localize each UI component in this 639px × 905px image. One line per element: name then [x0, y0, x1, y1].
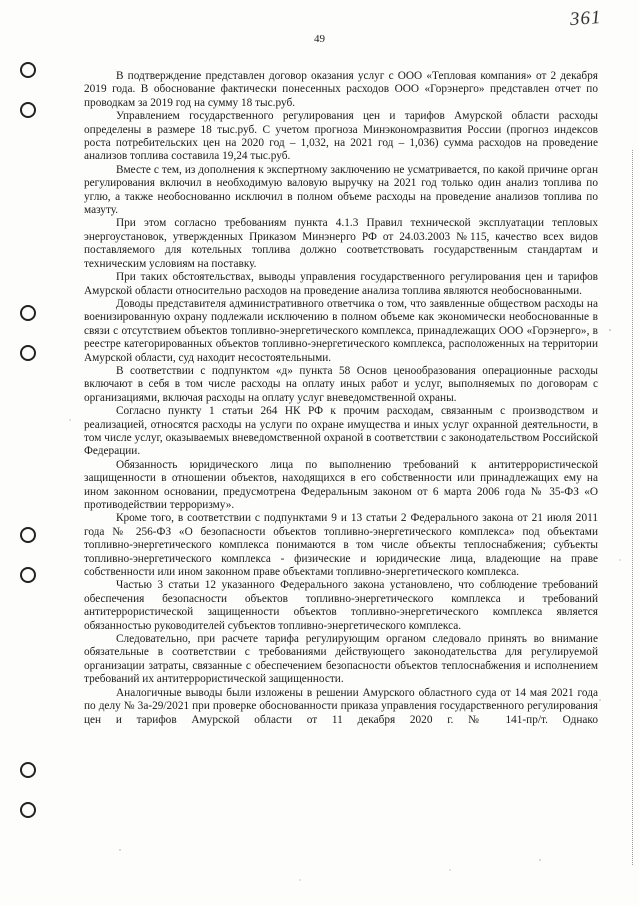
paragraph: В соответствии с подпунктом «д» пункта 58 Основ ценообразования операционные расходы включают в себя в том числе расходы на оплату иных работ и услуг, выполняемых по договорам с организациями, включая расходы на оплату услуг вневедомственной охраны.	[84, 364, 598, 404]
paragraph: Кроме того, в соответствии с подпунктами 9 и 13 статьи 2 Федерального закона от 21 июля 2011 года № 256-ФЗ «О безопасности объектов топливно-энергетического комплекса» под объектами топливно-энергетического комплекса понимаются в том числе объекты теплоснабжения; субъекты топливно-энергетического комплекса - физические и юридические лица, владеющие на праве собственности или ином законном праве объектами топливно-энергетического комплекса.	[84, 512, 598, 579]
binding-hole-icon	[20, 345, 36, 361]
handwritten-folio-number: 361	[568, 6, 602, 31]
paragraph: В подтверждение представлен договор оказания услуг с ООО «Тепловая компания» от 2 декабря 2019 года. В обоснование фактически понесенных расходов ООО «Горэнерго» представлен отчет по проводкам за 2019 год на сумму 18 тыс.руб.	[84, 70, 598, 109]
paragraph: Согласно пункту 1 статьи 264 НК РФ к прочим расходам, связанным с производством и реализацией, относятся расходы на услуги по охране имущества и иных услуг охранной деятельности, в том числе услуг, оказываемых вневедомственной охраной в соответствии с законодательством Российской Федерации.	[84, 405, 598, 458]
binding-hole-icon	[20, 762, 36, 778]
scan-edge-divider	[631, 150, 633, 865]
binding-hole-icon	[20, 567, 36, 583]
paragraph: Вместе с тем, из дополнения к экспертному заключению не усматривается, по какой причине орган регулирования включил в необходимую валовую выручку на 2021 год только один анализ топлива по углю, а также необоснованно исключил в полном объеме расходы на проведение анализов топлива по мазуту.	[84, 163, 598, 217]
paragraph: Доводы представителя административного ответчика о том, что заявленные обществом расходы на военизированную охрану подлежали исключению в полном объеме как экономически необоснованные в связи с отсутствием объектов топливно-энергетического комплекса, принадлежащих ООО «Горэнерго», в реестре категорированных объектов топливно-энергетического комплекса, расположенных на территории Амурской области, суд находит несостоятельными.	[84, 297, 598, 364]
paragraph: При этом согласно требованиям пункта 4.1.3 Правил технической эксплуатации тепловых энергоустановок, утвержденных Приказом Минэнерго РФ от 24.03.2003 №115, качество всех видов поставляемого для котельных топлива должно соответствовать государственным стандартам и техническим условиям на поставку.	[84, 217, 598, 270]
binding-hole-icon	[20, 102, 36, 118]
binding-hole-icon	[20, 802, 36, 818]
paragraph: Обязанность юридического лица по выполнению требований к антитеррористической защищенности в отношении объектов, находящихся в его собственности или принадлежащих ему на ином законном основании, предусмотрена Федеральным законом от 6 марта 2006 года № 35-ФЗ «О противодействии терроризму».	[84, 458, 598, 511]
binding-hole-icon	[20, 305, 36, 321]
binding-hole-icon	[20, 62, 36, 78]
page-number: 49	[314, 33, 325, 45]
paragraph: Частью 3 статьи 12 указанного Федерального закона установлено, что соблюдение требований обеспечения безопасности объектов топливно-энергетического комплекса и требований антитеррористической защищенности объектов топливно-энергетического комплекса является обязанностью руководителей субъектов топливно-энергетического комплекса.	[84, 579, 598, 632]
paragraph: Аналогичные выводы были изложены в решении Амурского областного суда от 14 мая 2021 года по делу № 3а-29/2021 при проверке обоснованности приказа управления государственного регулирования цен и тарифов Амурской области от 11 декабря 2020 г. № 141-пр/т. Однако	[84, 686, 598, 726]
paragraph: Следовательно, при расчете тарифа регулирующим органом следовало принять во внимание обязательные в соответствии с требованиями действующего законодательства для регулируемой организации затраты, связанные с обеспечением безопасности объектов теплоснабжения и исполнением требований их антитеррористической защищенности.	[84, 633, 598, 686]
binding-hole-icon	[20, 527, 36, 543]
document-body	[84, 70, 598, 727]
paragraph: Управлением государственного регулирования цен и тарифов Амурской области расходы определены в размере 18 тыс.руб. С учетом прогноза Минэкономразвития России (прогноз индексов роста потребительских цен на 2020 год – 1,032, на 2021 год – 1,036) сумма расходов на проведение анализов топлива составила 19,24 тыс.руб.	[84, 110, 598, 163]
paragraph: При таких обстоятельствах, выводы управления государственного регулирования цен и тарифов Амурской области относительно расходов на проведение анализа топлива являются необоснованными.	[84, 271, 598, 297]
